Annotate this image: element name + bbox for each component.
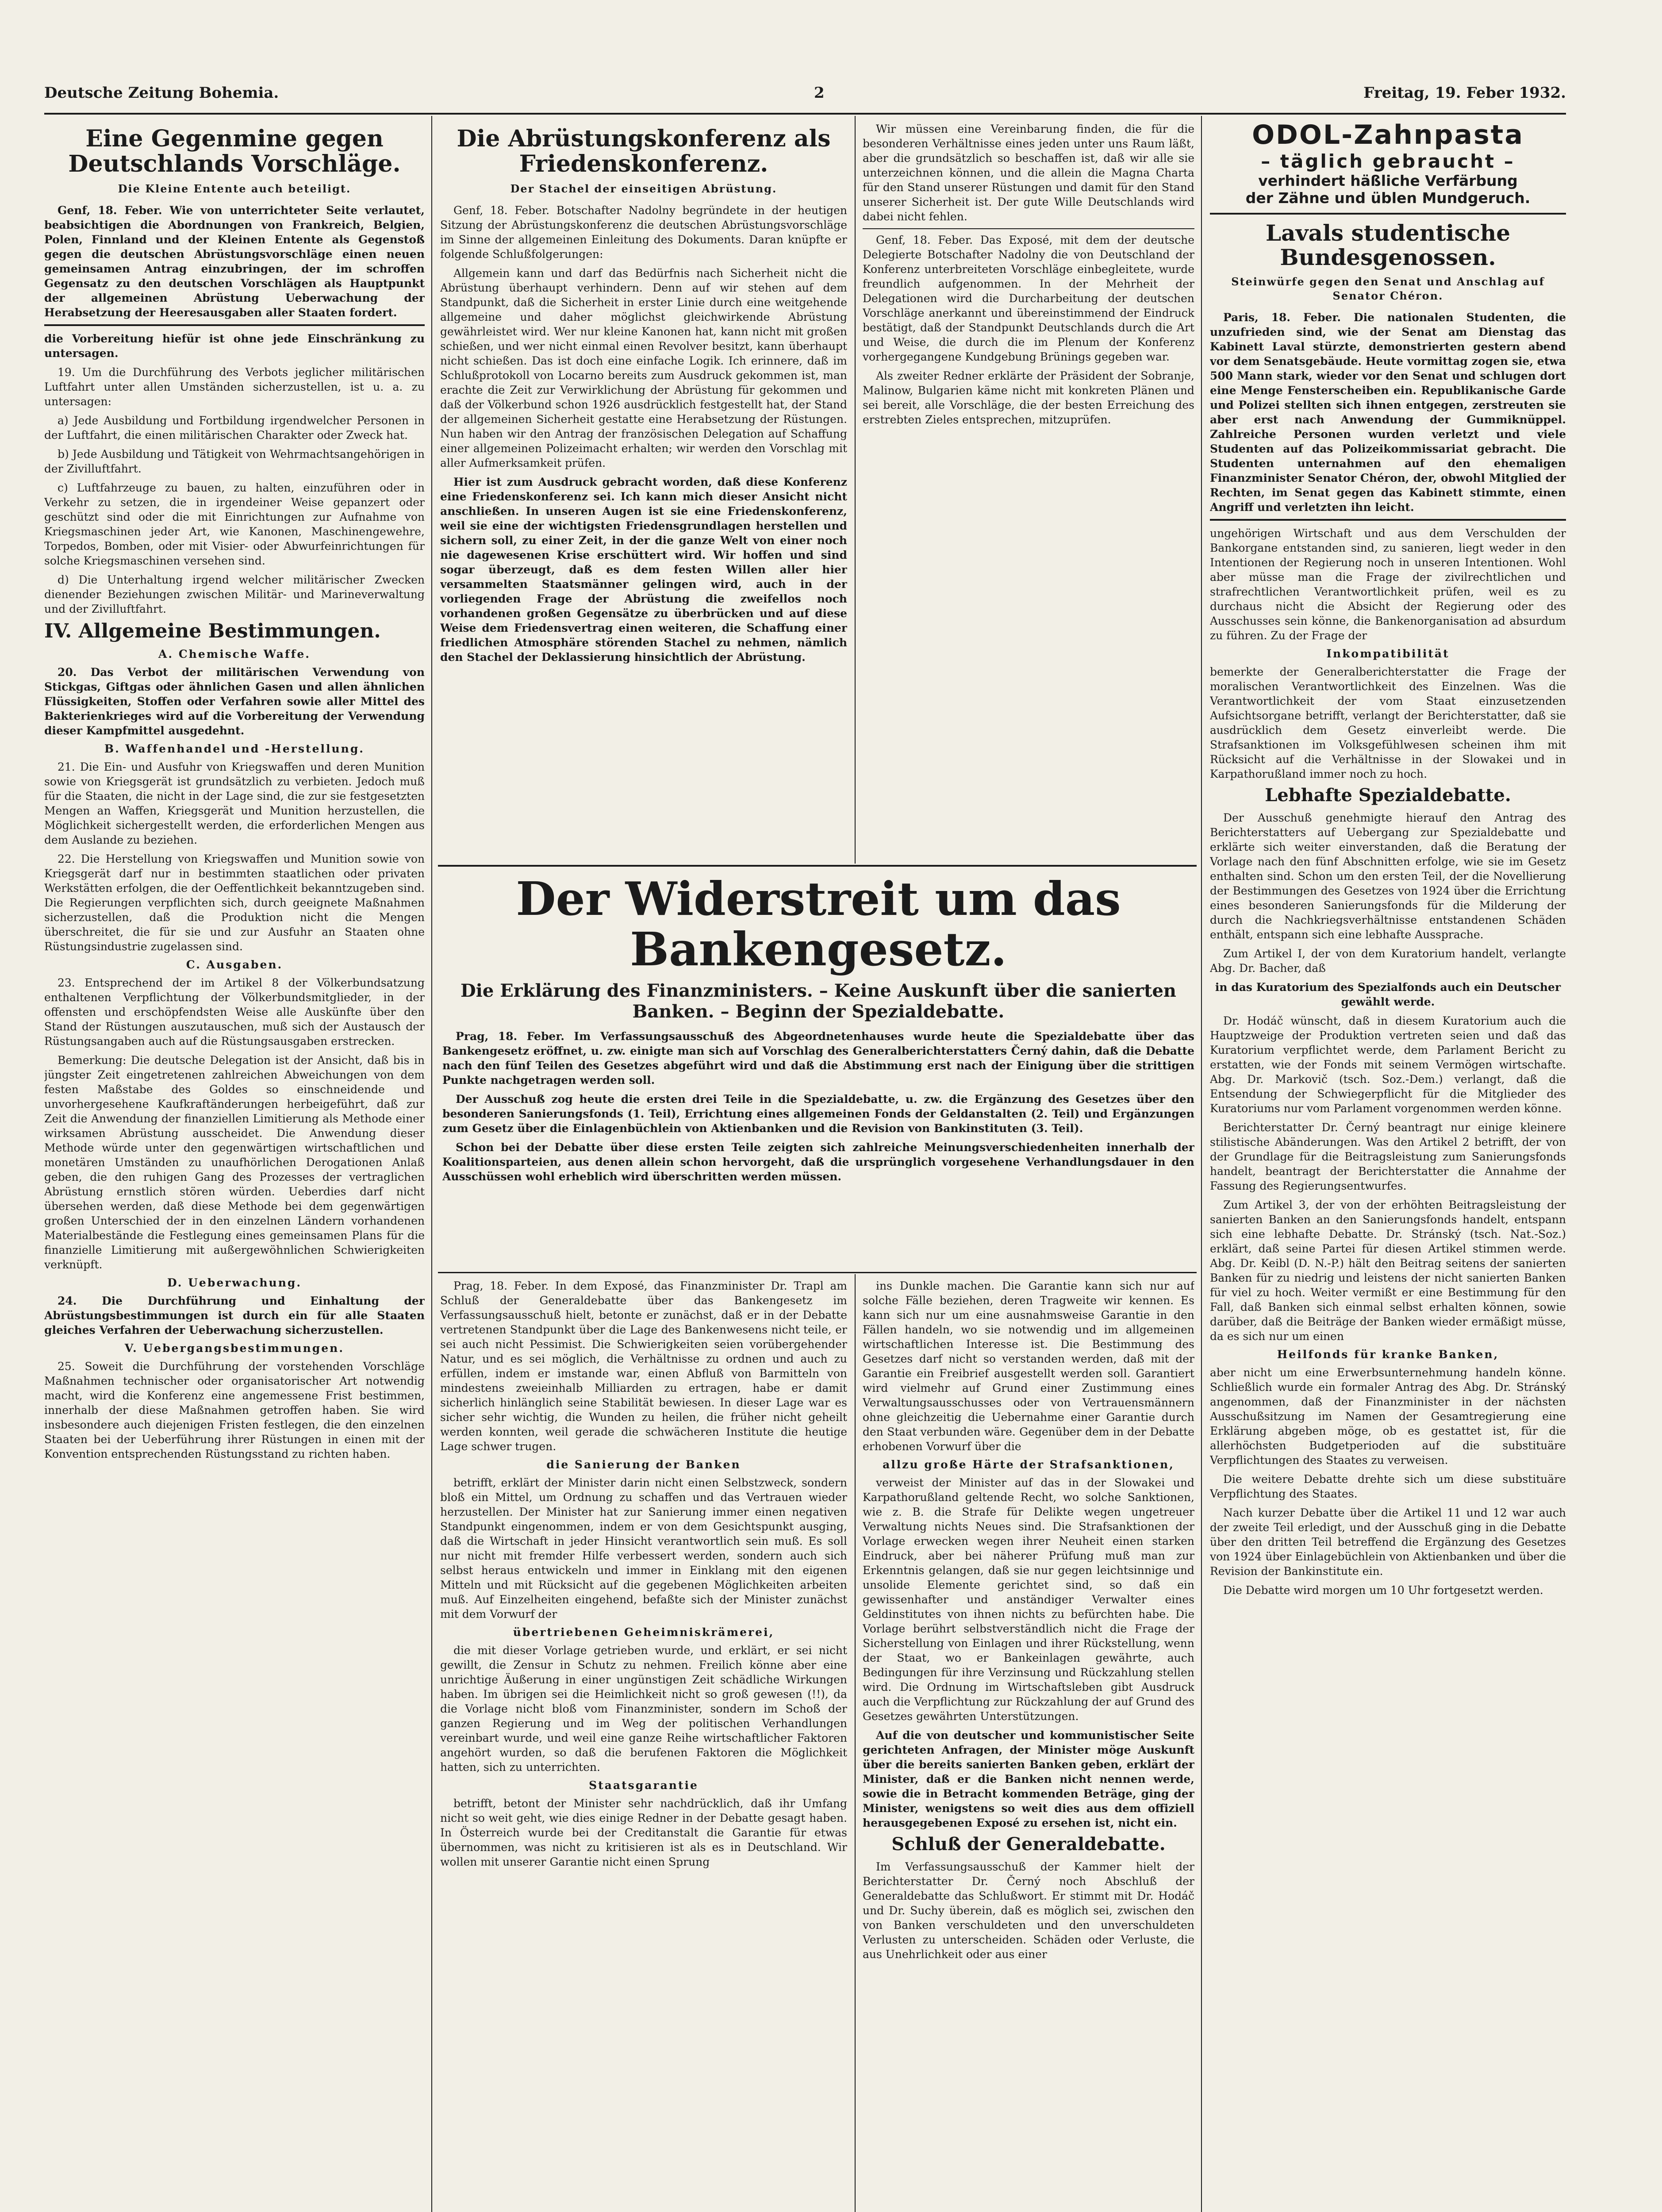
banner-bottom-rule (438, 1272, 1197, 1273)
ad-line: – täglich gebraucht – (1261, 150, 1515, 172)
article-headline: Eine Gegenmine gegen Deutschlands Vorschläge. (68, 125, 401, 178)
paragraph: Zum Artikel 3, der von der erhöhten Beitragsleistung der sanierten Banken an den Sanierungsfonds handelt, entspann sich eine lebhafte Debatte. Dr. Stránský (tsch. Nat.-Soz.) erklärt, daß seine Partei für diesen Artikel stimmen werde. Abg. Dr. Keibl (D. N.-P.) hält den Beitrag seitens der sanierten Banken für zu niedrig und leistens der nicht sanierten Banken für viel zu hoch. Weiter vermißt er eine Bestimmung für den Fall, daß Banken sich einmal selbst erhalten können, sowie darüber, daß die Beiträge der Banken wieder ermäßigt müsse, da es sich nur um einen (1210, 1198, 1566, 1343)
paragraph: betrifft, betont der Minister sehr nachdrücklich, daß ihr Umfang nicht so weit geht, wie dies einige Redner in der Debatte gesagt haben. In Österreich wurde bei der Creditanstalt die Garantie für etwas übernommen, was nicht zu kritisieren ist als es in Deutschland. Wir wollen mit unserer Garantie nicht einen Sprung (440, 1797, 847, 1868)
column-rule (855, 1274, 856, 2212)
issue-date: Freitag, 19. Feber 1932. (1363, 84, 1566, 102)
banner-headline: Der Widerstreit um das Bankengesetz. (516, 874, 1121, 977)
newspaper-name: Deutsche Zeitung Bohemia. (44, 84, 279, 102)
paragraph: 20. Das Verbot der militärischen Verwendung von Stickgas, Giftgas oder ähnlichen Gasen und allen ähnlichen Flüssigkeiten, Stoffen oder Verfahren sowie aller Mittel des Bakterienkrieges wird auf die Vorbereitung der Verwendung dieser Kampfmittel ausgedehnt. (44, 665, 425, 737)
banner-top-rule (438, 865, 1197, 867)
column-rule (431, 116, 432, 2212)
paragraph: 24. Die Durchführung und Einhaltung der Abrüstungsbestimmungen ist durch ein für alle Staaten gleiches Verfahren der Ueberwachung sicherzustellen. (44, 1294, 425, 1336)
column-1 (44, 122, 425, 2212)
article-headline: Die Abrüstungskonferenz als Friedenskonferenz. (457, 125, 831, 178)
banner-lead: Der Ausschuß zog heute die ersten drei Teile in die Spezialdebatte, u. zw. die Ergänzung des Gesetzes über den besonderen Sanierungsfonds (1. Teil), Errichtung eines allgemeinen Fonds der Geldanstalten (2. Teil) und Ergänzungen zum Gesetz über die Einlagenbüchlein von Aktienbanken und die Revision von Bankinstituten (3. Teil). (442, 1092, 1194, 1135)
paragraph: Nach kurzer Debatte über die Artikel 11 und 12 war auch der zweite Teil erledigt, und der Ausschuß ging in die Debatte über den dritten Teil betreffend die Ergänzung des Gesetzes von 1924 über Einlagebüchlein von Aktienbanken und über die Revision der Bankinstitute ein. (1210, 1506, 1566, 1578)
column-rule (855, 116, 856, 864)
column-2 (440, 122, 847, 860)
paragraph: a) Jede Ausbildung und Fortbildung irgendwelcher Personen in der Luftfahrt, die einen militärischen Charakter oder Zweck hat. (44, 414, 425, 442)
paragraph: Die Debatte wird morgen um 10 Uhr fortgesetzt werden. (1223, 1584, 1543, 1597)
banner-column-2 (863, 1279, 1194, 2212)
paragraph: Der Ausschuß genehmigte hierauf den Antrag des Berichterstatters auf Uebergang zur Spezialdebatte und erklärte sich weiter einverstanden, daß die Beratung der Vorlage nach den fünf Abschnitten erfolge, wie sie im Gesetz enthalten sind. Schon um den ersten Teil, der die Novellierung der Bestimmungen des Gesetzes von 1924 über die Errichtung eines besonderen Sanierungsfonds für die Milderung der durch die Nachkriegsverhältnisse entstandenen Schäden enthält, entspann sich eine lebhafte Aussprache. (1210, 811, 1566, 941)
paragraph: 21. Die Ein- und Ausfuhr von Kriegswaffen und deren Munition sowie von Kriegsgerät ist grundsätzlich zu verbieten. Jedoch muß für die Staaten, die nicht in der Lage sind, die zur sie festgesetzten Mengen an Waffen, Kriegsgerät und Munition herzustellen, die Möglichkeit sichergestellt werden, die erforderlichen Mengen aus dem Auslande zu beziehen. (44, 760, 425, 846)
paragraph: Berichterstatter Dr. Černý beantragt nur einige kleinere stilistische Abänderungen. Was den Artikel 2 betrifft, der von der Grundlage für die Beitragsleistung zum Sanierungsfonds handelt, beantragt der Berichterstatter die Annahme der Fassung des Regierungsentwurfes. (1210, 1121, 1566, 1192)
paragraph: Genf, 18. Feber. Das Exposé, mit dem der deutsche Delegierte Botschafter Nadolny die von Deutschland der Konferenz unterbreiteten Vorschläge einbegleitete, wurde freundlich aufgenommen. In der Mehrheit der Delegationen wird die Durcharbeitung der deutschen Vorschläge anerkannt und übereinstimmend der Eindruck bestätigt, daß der Standpunkt Deutschlands durch die Art und Weise, die durch die im Plenum der Konferenz vorhergegangene Kundgebung Brünings gegeben war. (863, 234, 1194, 363)
banner-subhead: Die Erklärung des Finanzministers. – Keine Auskunft über die sanierten Banken. – Beginn der Spezialdebatte. (460, 980, 1177, 1022)
paragraph: Wir müssen eine Vereinbarung finden, die für die besonderen Verhältnisse eines jeden unter uns Raum läßt, aber die grundsätzlich so beschaffen ist, daß wir alle sie unterzeichnen können, und die allein die Magna Charta für den Stand unserer Rüstungen und damit für den Stand unserer Sicherheit ist. Der gute Wille Deutschlands wird dabei nicht fehlen. (863, 123, 1194, 223)
subsection-heading: Heilfonds für kranke Banken, (1277, 1348, 1499, 1361)
separator (1210, 519, 1566, 521)
paragraph: aber nicht um eine Erwerbsunternehmung handeln könne. Schließlich wurde ein formaler Antrag des Abg. Dr. Stránský angenommen, daß der Finanzminister in der nächsten Ausschußsitzung im Namen der Gesamtregierung eine Erklärung abgeben möge, ob es gestattet ist, für die allerhöchsten Budgetperioden auf die substituäre Verpflichtungen des Staates zu verweisen. (1210, 1366, 1566, 1467)
paragraph: die Vorbereitung hiefür ist ohne jede Einschränkung zu untersagen. (44, 332, 425, 360)
header-rule (44, 113, 1566, 115)
article-headline: Lavals studentische Bundesgenossen. (1265, 220, 1511, 270)
separator (44, 324, 425, 326)
section-heading: IV. Allgemeine Bestimmungen. (44, 620, 381, 643)
paragraph: in das Kuratorium des Spezialfonds auch ein Deutscher gewählt werde. (1215, 981, 1561, 1008)
ad-line: der Zähne und üblen Mundgeruch. (1245, 189, 1531, 207)
page-header (44, 84, 1566, 111)
paragraph: verweist der Minister auf das in der Slowakei und Karpathorußland geltende Recht, wo solche Sanktionen, wie z. B. die Strafe für Delikte wegen ungetreuer Verwaltung nichts Neues sind. Die Strafsanktionen der Vorlage erwecken wegen ihrer Neuheit einen starken Eindruck, aber bei näherer Prüfung muß man zur Erkenntnis gelangen, daß sie nur gegen leichtsinnige und unsolide Elemente gerichtet sind, so daß ein gewissenhafter und anständiger Verwalter eines Geldinstitutes von ihnen nichts zu befürchten habe. Die Vorlage berührt selbstverständlich nicht die Frage der Sicherstellung von Einlagen und ihrer Rückstellung, wenn der Staat, wo er Bankeinlagen gewährte, auch Bedingungen für ihre Verzinsung und Rückzahlung stellen wird. Die Ordnung im Wirtschaftsleben gibt Ausdruck auch die Verpflichtung zur Rückzahlung der auf Grund des Gesetzes gewährten Unterstützungen. (863, 1476, 1194, 1723)
paragraph: ungehörigen Wirtschaft und aus dem Verschulden der Bankorgane entstanden sind, zu sanieren, liegt weder in den Intentionen der Regierung noch in unseren Intentionen. Wohl aber müsse man die Frage der zivilrechtlichen und strafrechtlichen Verantwortlichkeit prüfen, weil es zu durchaus nicht die Absicht der Regierung oder des Ausschusses sein könne, die Bankenorganisation ad absurdum zu führen. Zu der Frage der (1210, 527, 1566, 642)
subsection-heading: Staatsgarantie (589, 1779, 699, 1792)
article-subhead: Der Stachel der einseitigen Abrüstung. (510, 182, 777, 196)
paragraph: ins Dunkle machen. Die Garantie kann sich nur auf solche Fälle beziehen, deren Tragweite wir kennen. Es kann sich nur um eine ausnahmsweise Garantie in den Fällen handeln, wo sie notwendig und im allgemeinen wirtschaftlichen Interesse ist. Die Bestimmung des Gesetzes darf nicht so verstanden werden, daß mit der Garantie ein Freibrief ausgestellt werden soll. Garantiert wird vielmehr auf Grund einer Zustimmung eines Verwaltungsausschusses oder von Vertrauensmännern ohne gleichzeitig die Uebernahme einer Garantie durch den Staat verbunden wäre. Gegenüber dem in der Debatte erhobenen Vorwurf über die (863, 1279, 1194, 1453)
ad-brand: ODOL-Zahnpasta (1252, 119, 1524, 150)
paragraph: Allgemein kann und darf das Bedürfnis nach Sicherheit nicht die Abrüstung überhaupt verhindern. Denn auf wir stehen auf dem Standpunkt, daß die Sicherheit in erster Linie durch eine weitgehende allgemeine und daher möglichst gleichwirkende Abrüstung gewährleistet wird. Wer nur kleine Kanonen hat, kann nicht mit großen schießen, und wer nicht einmal einen Revolver besitzt, kann überhaupt nicht schießen. Das ist doch eine einfache Logik. Ich erinnere, daß im Schlußprotokoll von Locarno bereits zum Ausdruck gekommen ist, man erachte die Zeit zur Verwirklichung der Abrüstung für gekommen und daß der Völkerbund schon 1926 ausdrücklich festgestellt hat, der Stand der allgemeinen Sicherheit gestatte eine Herabsetzung der Rüstungen. Nun haben wir den Antrag der französischen Delegation auf Schaffung einer allgemeinen Polizeimacht erhalten; wir werden den Vorschlag mit aller Aufmerksamkeit prüfen. (440, 267, 847, 470)
subsection-heading: die Sanierung der Banken (546, 1458, 741, 1471)
paragraph: die mit dieser Vorlage getrieben wurde, und erklärt, er sei nicht gewillt, die Zensur in Schutz zu nehmen. Freilich könne aber eine unrichtige Äußerung in einer ungünstigen Zeit schädliche Wirkungen haben. Im übrigen sei die Heimlichkeit nicht so groß gewesen (!!), da die Vorlage nicht bloß vom Finanzminister, sondern im Schoß der ganzen Regierung und im Weg der politischen Verhandlungen vereinbart wurde, und weil eine ganze Reihe wirtschaftlicher Faktoren angehört wurden, so daß die berufenen Faktoren die Möglichkeit hatten, sich zu unterrichten. (440, 1644, 847, 1774)
subsection-heading: A. Chemische Waffe. (158, 647, 311, 661)
article-lead: Genf, 18. Feber. Wie von unterrichteter Seite verlautet, beabsichtigen die Abordnungen von Frankreich, Belgien, Polen, Finnland und der Kleinen Entente als Gegenstoß gegen die deutschen Abrüstungsvorschläge einen neuen gemeinsamen Antrag einzubringen, der im schroffen Gegensatz zu den deutschen Vorschlägen als Hauptpunkt der allgemeinen Abrüstung Ueberwachung der Herabsetzung der Heeresausgaben aller Staaten fordert. (44, 204, 425, 319)
odol-advertisement (1210, 119, 1566, 215)
paragraph: bemerkte der Generalberichterstatter die Frage der moralischen Verantwortlichkeit des Einzelnen. Was die Verantwortlichkeit der vom Staat einzusetzenden Aufsichtsorgane betrifft, verlangt der Berichterstatter, daß sie ausdrücklich dem Gesetz einverleibt werde. Die Strafsanktionen im Volksgefühlwesen scheinen ihm mit Rücksicht auf die Verhältnisse in der Slowakei und in Karpathorußland immer noch zu hoch. (1210, 665, 1566, 780)
paragraph: 23. Entsprechend der im Artikel 8 der Völkerbundsatzung enthaltenen Verpflichtung der Völkerbundsmitglieder, in der offensten und erschöpfendsten Weise alle Auskünfte über den Stand der Rüstungen auszutauschen, muß sich der Austausch der Rüstungsangaben auch auf die Rüstungsausgaben erstrecken. (44, 976, 425, 1048)
paragraph: betrifft, erklärt der Minister darin nicht einen Selbstzweck, sondern bloß ein Mittel, um Ordnung zu schaffen und das Vertrauen wieder herzustellen. Der Minister hat zur Sanierung immer einen negativen Standpunkt eingenommen, indem er von dem Gesichtspunkt ausging, daß die Wirtschaft in jeder Hinsicht verantwortlich sein muß. Es soll nur nicht mit fremder Hilfe verbessert werden, sondern auch sich selbst heraus entwickeln und immer in Einklang mit den eigenen Mitteln und mit Rücksicht auf die gegebenen Möglichkeiten arbeiten muß. Auf Einzelheiten eingehend, befaßte sich der Minister zunächst mit dem Vorwurf der (440, 1476, 847, 1621)
subsection-heading: D. Ueberwachung. (167, 1276, 302, 1289)
paragraph: 19. Um die Durchführung des Verbots jeglicher militärischen Luftfahrt unter allen Umständen sicherzustellen, ist u. a. zu untersagen: (44, 366, 425, 408)
paragraph: 25. Soweit die Durchführung der vorstehenden Vorschläge Maßnahmen technischer oder organisatorischer Art notwendig macht, wird die Konferenz eine angemessene Frist bestimmen, innerhalb der diese Maßnahmen getroffen haben. Sie wird insbesondere auch diejenigen Fristen festlegen, die den einzelnen Staaten bei der Ueberführung ihrer Rüstungen in einen mit der Konvention entsprechenden Rüstungsstand zu richten haben. (44, 1359, 425, 1460)
paragraph: Zum Artikel I, der von dem Kuratorium handelt, verlangte Abg. Dr. Bacher, daß (1210, 947, 1566, 975)
paragraph: Hier ist zum Ausdruck gebracht worden, daß diese Konferenz eine Friedenskonferenz sei. Ich kann mich dieser Ansicht nicht anschließen. In unseren Augen ist sie eine Friedenskonferenz, weil sie eine der wichtigsten Friedensgrundlagen herstellen und sichern soll, zu einer Zeit, in der die ganze Welt von einer noch nie dagewesenen Krise erschüttert wird. Wir hoffen und sind sogar überzeugt, daß es dem festen Willen aller hier versammelten Staatsmänner gelingen wird, auch in der vorliegenden Frage der Abrüstung die zweifellos noch vorhandenen großen Gegensätze zu überbrücken und auf diese Weise dem Friedensvertrag einen weiteren, die Schaffung einer friedlichen Atmosphäre störenden Stachel zu nehmen, nämlich den Stachel der Deklassierung hinsichtlich der Abrüstung. (440, 476, 847, 664)
subsection-heading: C. Ausgaben. (186, 958, 283, 971)
column-3 (863, 122, 1194, 860)
banner-column-1 (440, 1279, 847, 2212)
paragraph: Bemerkung: Die deutsche Delegation ist der Ansicht, daß bis in jüngster Zeit eingetretenen zahlreichen Abweichungen von dem festen Maßstabe des Goldes so einschneidende und unvorhergesehene Kaufkraftänderungen herbeigeführt, daß zur Zeit die Anwendung der finanziellen Limitierung als Methode einer wirksamen Abrüstung ausscheidet. Die Anwendung dieser Methode würde unter den gegenwärtigen wirtschaftlichen und monetären Umständen zu unaufhörlichen Derogationen Anlaß geben, die den ruhigen Gang des Prozesses der vertraglichen Abrüstung ernstlich stören würden. Ueberdies darf nicht übersehen werden, daß diese Methode bei dem gegenwärtigen großen Unterschied der in den einzelnen Ländern vorhandenen Materialbestände die Festlegung eines gemeinsamen Plans für die finanzielle Limitierung mit außergewöhnlichen Schwierigkeiten verknüpft. (44, 1053, 425, 1271)
subsection-heading: Inkompatibilität (1326, 647, 1450, 660)
paragraph: Auf die von deutscher und kommunistischer Seite gerichteten Anfragen, der Minister möge Auskunft über die bereits sanierten Banken geben, erklärt der Minister, daß er die Banken nicht nennen werde, sowie die in Betracht kommenden Beträge, ging der Minister, wenigstens so weit dies aus dem offiziell herausgegebenen Exposé zu ersehen ist, nicht ein. (863, 1729, 1194, 1829)
paragraph: Als zweiter Redner erklärte der Präsident der Sobranje, Malinow, Bulgarien käme nicht mit konkreten Plänen und sei bereit, alle Vorschläge, die der besten Erreichung des erstrebten Zieles entsprechen, mitzuprüfen. (863, 369, 1194, 426)
paragraph: 22. Die Herstellung von Kriegswaffen und Munition sowie von Kriegsgerät darf nur in bestimmten staatlichen oder privaten Werkstätten erfolgen, die der Oeffentlichkeit bekanntzugeben sind. Die Regierungen verpflichten sich, durch geeignete Maßnahmen sicherzustellen, daß die Produktion nicht die Mengen überschreitet, die für sie und zur Ausfuhr an Staaten ohne Rüstungsindustrie zugelassen sind. (44, 852, 425, 953)
paragraph: Die weitere Debatte drehte sich um diese substituäre Verpflichtung des Staates. (1210, 1473, 1566, 1500)
paragraph: Im Verfassungsausschuß der Kammer hielt der Berichterstatter Dr. Černý noch Abschluß der Generaldebatte das Schlußwort. Er stimmt mit Dr. Hodáč und Dr. Suchy überein, daß es möglich sei, zwischen den von Banken verschuldeten und den unverschuldeten Verlusten zu unterscheiden. Schäden oder Verluste, die aus Unehrlichkeit oder aus einer (863, 1860, 1194, 1961)
paragraph: c) Luftfahrzeuge zu bauen, zu halten, einzuführen oder in Verkehr zu setzen, die in irgendeiner Weise gepanzert oder geschützt sind oder die mit Einrichtungen zur Aufnahme von Kriegsmaschinen jeder Art, wie Kanonen, Maschinengewehre, Torpedos, Bomben, oder mit Visier- oder Abwurfeinrichtungen für solche Kriegsmaschinen versehen sind. (44, 481, 425, 568)
paragraph: d) Die Unterhaltung irgend welcher militärischer Zwecken dienender Beziehungen zwischen Militär- und Marineverwaltung und der Zivilluftfahrt. (44, 573, 425, 616)
banner-lead: Schon bei der Debatte über diese ersten Teile zeigten sich zahlreiche Meinungsverschiedenheiten innerhalb der Koalitionsparteien, aus denen allein schon hervorgeht, daß die ursprünglich vorgesehene Verhandlungsdauer in den Ausschüssen wohl erheblich wird überschritten werden müssen. (442, 1141, 1194, 1183)
column-4 (1210, 119, 1566, 2212)
column-rule (1201, 116, 1202, 2212)
section-heading: Schluß der Generaldebatte. (891, 1834, 1166, 1855)
section-heading: Lebhafte Spezialdebatte. (1265, 785, 1511, 806)
paragraph: Prag, 18. Feber. In dem Exposé, das Finanzminister Dr. Trapl am Schluß der Generaldebatte über das Bankengesetz im Verfassungsausschuß hielt, betonte er zunächst, daß er in der Debatte vertretenen Standpunkt über die Lage des Bankenwesens nicht teile, er sei auch nicht Pessimist. Die Schwierigkeiten seien vorübergehender Natur, und es sei möglich, die Verhältnisse zu ordnen und auch zu erfüllen, indem er imstande war, einen Abfluß von Barmitteln von mindestens zweieinhalb Milliarden zu ertragen, habe er damit sicherlich hinlänglich seine Stabilität bewiesen. In dieser Lage war es sicher sehr wichtig, die Wunden zu heilen, die früher nicht geheilt werden konnten, weil gerade die schwächeren Institute die heutige Lage schwer trugen. (440, 1279, 847, 1453)
paragraph: Dr. Hodáč wünscht, daß in diesem Kuratorium auch die Hauptzweige der Produktion vertreten seien und daß das Kuratorium verpflichtet werde, dem Parlament Bericht zu erstatten, wie der Fonds mit seinem Vermögen wirtschafte. Abg. Dr. Markovič (tsch. Soz.-Dem.) verlangt, daß die Entsendung der Schwiegerpflicht für die Mitglieder des Kuratoriums nur vom Parlament vorgenommen werden könne. (1210, 1014, 1566, 1115)
article-lead: Genf, 18. Feber. Botschafter Nadolny begründete in der heutigen Sitzung der Abrüstungskonferenz die deutschen Abrüstungsvorschläge im Sinne der allgemeinen Einleitung des Dokuments. Daran knüpfte er folgende Schlußfolgerungen: (440, 204, 847, 261)
subsection-heading: V. Uebergangsbestimmungen. (124, 1341, 345, 1355)
subsection-heading: übertriebenen Geheimniskrämerei, (513, 1626, 775, 1639)
ad-line: verhindert häßliche Verfärbung (1258, 172, 1518, 189)
paragraph: b) Jede Ausbildung und Tätigkeit von Wehrmachtsangehörigen in der Zivilluftfahrt. (44, 448, 425, 476)
page-number: 2 (814, 84, 825, 102)
article-subhead: Steinwürfe gegen den Senat und Anschlag auf Senator Chéron. (1231, 275, 1545, 302)
banner-article (442, 874, 1194, 1270)
article-subhead: Die Kleine Entente auch beteiligt. (118, 182, 351, 196)
article-lead: Paris, 18. Feber. Die nationalen Studenten, die unzufrieden sind, wie der Senat am Dienstag das Kabinett Laval stürzte, demonstrierten gestern abend vor dem Senatsgebäude. Heute vormittag zogen sie, etwa 500 Mann stark, wieder vor den Senat und schlugen dort eine Menge Fensterscheiben ein. Republikanische Garde und Polizei stellten sich ihnen entgegen, zerstreuten sie aber erst nach Anwendung der Gummiknüppel. Zahlreiche Personen wurden verletzt und viele Studenten auf das Polizeikommissariat gebracht. Die Studenten unternahmen auf den ehemaligen Finanzminister Senator Chéron, der, obwohl Mitglied der Rechten, im Senat gegen das Kabinett stimmte, einen Angriff und verletzten ihn leicht. (1210, 311, 1566, 514)
subsection-heading: allzu große Härte der Strafsanktionen, (883, 1458, 1175, 1471)
separator (863, 228, 1194, 229)
subsection-heading: B. Waffenhandel und -Herstellung. (104, 742, 365, 755)
banner-lead: Prag, 18. Feber. Im Verfassungsausschuß des Abgeordnetenhauses wurde heute die Spezialdebatte über das Bankengesetz eröffnet, u. zw. einigte man sich auf Vorschlag des Generalberichterstatters Černý dahin, daß die Debatte nach den fünf Teilen des Gesetzes abgeführt wird und daß die Abstimmung erst nach der Einigung über die strittigen Punkte nachgetragen werden soll. (442, 1029, 1194, 1087)
